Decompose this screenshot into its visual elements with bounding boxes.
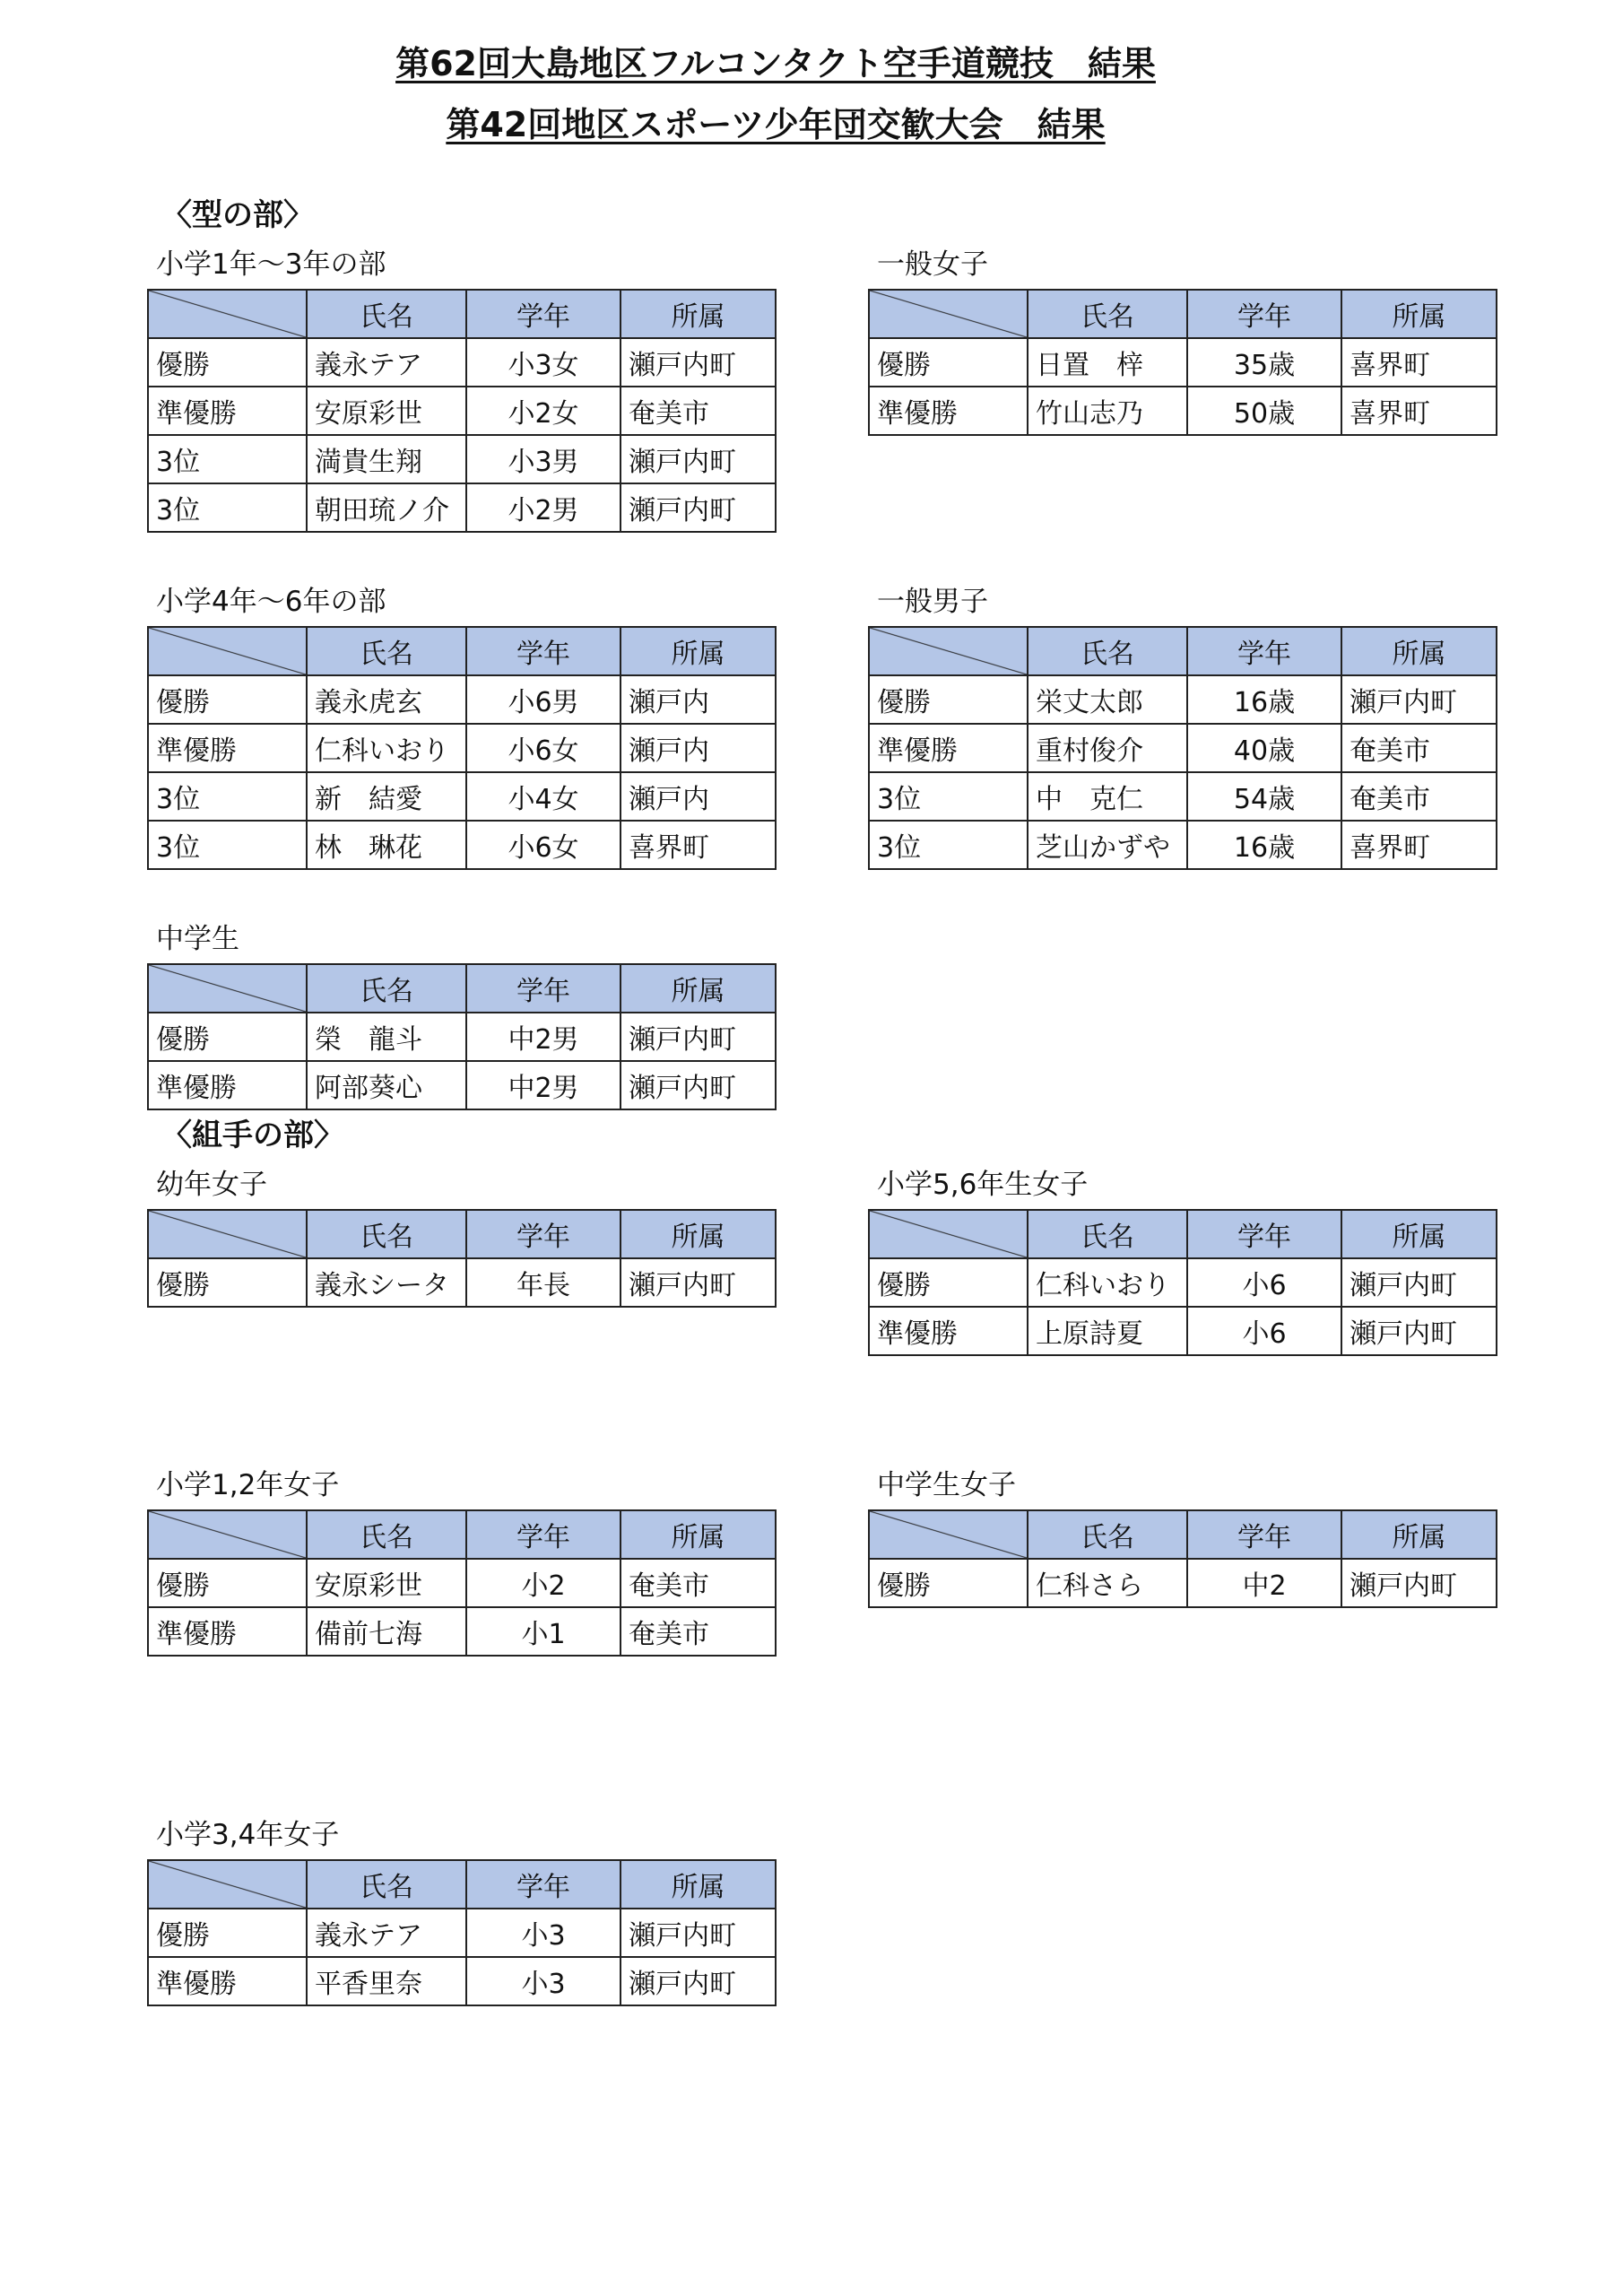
header-grade: 学年: [1187, 627, 1341, 675]
name-cell: 安原彩世: [307, 387, 466, 435]
name-cell: 仁科いおり: [307, 724, 466, 772]
affiliation-cell: 奄美市: [621, 1607, 776, 1656]
affiliation-cell: 瀬戸内町: [1341, 1559, 1497, 1607]
diagonal-header-cell: [148, 1210, 307, 1258]
grade-cell: 小6: [1187, 1307, 1341, 1355]
table-caption: 一般女子: [877, 248, 988, 281]
affiliation-cell: 瀬戸内町: [621, 1013, 776, 1061]
header-name: 氏名: [307, 290, 466, 338]
header-grade: 学年: [466, 627, 621, 675]
grade-cell: 小6男: [466, 675, 621, 724]
place-cell: 優勝: [869, 1258, 1028, 1307]
affiliation-cell: 瀬戸内町: [1341, 1258, 1497, 1307]
results-table: [868, 583, 1496, 870]
diagonal-header-cell: [869, 627, 1028, 675]
place-cell: 3位: [148, 772, 307, 821]
place-cell: 優勝: [148, 1909, 307, 1957]
place-cell: 3位: [869, 772, 1028, 821]
header-row: [148, 1510, 776, 1559]
place-cell: 優勝: [148, 338, 307, 387]
diagonal-header-cell: [869, 290, 1028, 338]
name-cell: 備前七海: [307, 1607, 466, 1656]
table-row: [148, 435, 776, 483]
name-cell: 安原彩世: [307, 1559, 466, 1607]
place-cell: 3位: [148, 821, 307, 869]
header-name: 氏名: [307, 627, 466, 675]
place-cell: 優勝: [869, 338, 1028, 387]
table-row: [869, 387, 1497, 435]
standings-table: [868, 626, 1497, 870]
table-row: [869, 1307, 1497, 1355]
name-cell: 満貴生翔: [307, 435, 466, 483]
header-affiliation: 所属: [621, 1210, 776, 1258]
header-name: 氏名: [1028, 290, 1187, 338]
header-affiliation: 所属: [621, 1510, 776, 1559]
table-row: [148, 675, 776, 724]
grade-cell: 小4女: [466, 772, 621, 821]
name-cell: 仁科いおり: [1028, 1258, 1187, 1307]
standings-table: [868, 289, 1497, 436]
header-name: 氏名: [1028, 1210, 1187, 1258]
affiliation-cell: 喜界町: [1341, 387, 1497, 435]
affiliation-cell: 瀬戸内町: [1341, 675, 1497, 724]
diagonal-header-cell: [148, 1860, 307, 1909]
table-row: [148, 387, 776, 435]
affiliation-cell: 喜界町: [1341, 338, 1497, 387]
name-cell: 義永シータ: [307, 1258, 466, 1307]
grade-cell: 50歳: [1187, 387, 1341, 435]
table-caption: 中学生: [156, 923, 239, 955]
affiliation-cell: 瀬戸内町: [621, 338, 776, 387]
results-table: [868, 1466, 1496, 1608]
kumite-section-heading: 〈組手の部〉: [161, 1118, 344, 1153]
grade-cell: 小3男: [466, 435, 621, 483]
grade-cell: 16歳: [1187, 821, 1341, 869]
header-grade: 学年: [466, 1860, 621, 1909]
results-table: [147, 920, 775, 1110]
place-cell: 3位: [869, 821, 1028, 869]
results-table: [147, 246, 775, 533]
table-caption: 小学4年～6年の部: [156, 586, 386, 618]
header-row: [148, 290, 776, 338]
header-name: 氏名: [307, 1510, 466, 1559]
table-row: [869, 675, 1497, 724]
header-grade: 学年: [466, 964, 621, 1013]
kata-section-heading: 〈型の部〉: [161, 197, 314, 233]
affiliation-cell: 喜界町: [621, 821, 776, 869]
name-cell: 義永テア: [307, 1909, 466, 1957]
grade-cell: 小2: [466, 1559, 621, 1607]
standings-table: [868, 1209, 1497, 1356]
grade-cell: 小3女: [466, 338, 621, 387]
standings-table: [147, 626, 777, 870]
name-cell: 新 結愛: [307, 772, 466, 821]
name-cell: 重村俊介: [1028, 724, 1187, 772]
table-caption: 小学5,6年生女子: [877, 1169, 1089, 1201]
affiliation-cell: 瀬戸内: [621, 724, 776, 772]
grade-cell: 中2: [1187, 1559, 1341, 1607]
table-caption: 小学3,4年女子: [156, 1819, 340, 1851]
header-grade: 学年: [1187, 1210, 1341, 1258]
grade-cell: 16歳: [1187, 675, 1341, 724]
table-row: [148, 1013, 776, 1061]
table-row: [148, 1258, 776, 1307]
name-cell: 中 克仁: [1028, 772, 1187, 821]
header-row: [148, 627, 776, 675]
affiliation-cell: 喜界町: [1341, 821, 1497, 869]
header-name: 氏名: [307, 964, 466, 1013]
header-row: [148, 1210, 776, 1258]
affiliation-cell: 瀬戸内: [621, 675, 776, 724]
table-row: [148, 1061, 776, 1109]
place-cell: 準優勝: [148, 387, 307, 435]
place-cell: 優勝: [148, 675, 307, 724]
table-row: [869, 1258, 1497, 1307]
table-caption: 一般男子: [877, 586, 988, 618]
table-row: [148, 1607, 776, 1656]
standings-table: [147, 289, 777, 533]
affiliation-cell: 瀬戸内町: [1341, 1307, 1497, 1355]
header-name: 氏名: [1028, 627, 1187, 675]
place-cell: 優勝: [869, 675, 1028, 724]
header-grade: 学年: [466, 1210, 621, 1258]
grade-cell: 小1: [466, 1607, 621, 1656]
table-row: [869, 338, 1497, 387]
page-title-2: 第42回地区スポーツ少年団交歓大会 結果: [446, 105, 1106, 144]
standings-table: [147, 1509, 777, 1657]
affiliation-cell: 奄美市: [621, 387, 776, 435]
name-cell: 平香里奈: [307, 1957, 466, 2005]
grade-cell: 35歳: [1187, 338, 1341, 387]
name-cell: 仁科さら: [1028, 1559, 1187, 1607]
standings-table: [868, 1509, 1497, 1608]
header-name: 氏名: [1028, 1510, 1187, 1559]
grade-cell: 小3: [466, 1909, 621, 1957]
header-affiliation: 所属: [1341, 290, 1497, 338]
name-cell: 竹山志乃: [1028, 387, 1187, 435]
name-cell: 日置 梓: [1028, 338, 1187, 387]
affiliation-cell: 奄美市: [1341, 772, 1497, 821]
results-table: [147, 1166, 775, 1308]
place-cell: 優勝: [148, 1013, 307, 1061]
grade-cell: 小2男: [466, 483, 621, 532]
affiliation-cell: 瀬戸内町: [621, 435, 776, 483]
page-title-1: 第62回大島地区フルコンタクト空手道競技 結果: [395, 44, 1156, 83]
table-row: [148, 724, 776, 772]
header-row: [148, 1860, 776, 1909]
place-cell: 準優勝: [148, 724, 307, 772]
header-row: [869, 1510, 1497, 1559]
name-cell: 上原詩夏: [1028, 1307, 1187, 1355]
table-row: [148, 821, 776, 869]
diagonal-header-cell: [148, 964, 307, 1013]
standings-table: [147, 1859, 777, 2006]
diagonal-header-cell: [869, 1510, 1028, 1559]
standings-table: [147, 1209, 777, 1308]
diagonal-header-cell: [148, 290, 307, 338]
affiliation-cell: 瀬戸内町: [621, 483, 776, 532]
table-row: [869, 724, 1497, 772]
header-name: 氏名: [307, 1210, 466, 1258]
results-table: [868, 246, 1496, 436]
results-table: [147, 583, 775, 870]
grade-cell: 中2男: [466, 1013, 621, 1061]
header-affiliation: 所属: [1341, 627, 1497, 675]
table-caption: 中学生女子: [877, 1469, 1016, 1501]
diagonal-header-cell: [148, 1510, 307, 1559]
header-row: [869, 627, 1497, 675]
affiliation-cell: 奄美市: [1341, 724, 1497, 772]
results-table: [147, 1816, 775, 2006]
table-caption: 小学1,2年女子: [156, 1469, 340, 1501]
table-row: [869, 821, 1497, 869]
header-grade: 学年: [466, 290, 621, 338]
table-row: [148, 772, 776, 821]
place-cell: 準優勝: [148, 1957, 307, 2005]
name-cell: 阿部葵心: [307, 1061, 466, 1109]
name-cell: 義永テア: [307, 338, 466, 387]
header-affiliation: 所属: [621, 1860, 776, 1909]
table-row: [869, 772, 1497, 821]
table-caption: 幼年女子: [156, 1169, 267, 1201]
grade-cell: 小3: [466, 1957, 621, 2005]
header-grade: 学年: [1187, 290, 1341, 338]
table-row: [148, 483, 776, 532]
place-cell: 準優勝: [869, 387, 1028, 435]
place-cell: 優勝: [869, 1559, 1028, 1607]
place-cell: 準優勝: [869, 724, 1028, 772]
standings-table: [147, 963, 777, 1110]
header-affiliation: 所属: [621, 627, 776, 675]
place-cell: 3位: [148, 435, 307, 483]
affiliation-cell: 瀬戸内: [621, 772, 776, 821]
table-row: [148, 1909, 776, 1957]
place-cell: 3位: [148, 483, 307, 532]
diagonal-header-cell: [148, 627, 307, 675]
grade-cell: 小6女: [466, 724, 621, 772]
results-table: [147, 1466, 775, 1657]
grade-cell: 40歳: [1187, 724, 1341, 772]
header-name: 氏名: [307, 1860, 466, 1909]
grade-cell: 中2男: [466, 1061, 621, 1109]
place-cell: 準優勝: [869, 1307, 1028, 1355]
place-cell: 優勝: [148, 1258, 307, 1307]
grade-cell: 54歳: [1187, 772, 1341, 821]
header-grade: 学年: [466, 1510, 621, 1559]
diagonal-header-cell: [869, 1210, 1028, 1258]
name-cell: 林 琳花: [307, 821, 466, 869]
grade-cell: 年長: [466, 1258, 621, 1307]
affiliation-cell: 奄美市: [621, 1559, 776, 1607]
results-table: [868, 1166, 1496, 1356]
header-affiliation: 所属: [621, 290, 776, 338]
header-affiliation: 所属: [621, 964, 776, 1013]
grade-cell: 小6女: [466, 821, 621, 869]
name-cell: 朝田琉ノ介: [307, 483, 466, 532]
header-row: [869, 1210, 1497, 1258]
table-row: [148, 1559, 776, 1607]
table-row: [869, 1559, 1497, 1607]
affiliation-cell: 瀬戸内町: [621, 1909, 776, 1957]
grade-cell: 小6: [1187, 1258, 1341, 1307]
header-row: [148, 964, 776, 1013]
table-caption: 小学1年～3年の部: [156, 248, 386, 281]
header-grade: 学年: [1187, 1510, 1341, 1559]
name-cell: 栄丈太郎: [1028, 675, 1187, 724]
place-cell: 優勝: [148, 1559, 307, 1607]
name-cell: 芝山かずや: [1028, 821, 1187, 869]
table-row: [148, 1957, 776, 2005]
table-row: [148, 338, 776, 387]
header-row: [869, 290, 1497, 338]
place-cell: 準優勝: [148, 1061, 307, 1109]
name-cell: 榮 龍斗: [307, 1013, 466, 1061]
header-affiliation: 所属: [1341, 1510, 1497, 1559]
affiliation-cell: 瀬戸内町: [621, 1258, 776, 1307]
header-affiliation: 所属: [1341, 1210, 1497, 1258]
place-cell: 準優勝: [148, 1607, 307, 1656]
affiliation-cell: 瀬戸内町: [621, 1957, 776, 2005]
name-cell: 義永虎玄: [307, 675, 466, 724]
grade-cell: 小2女: [466, 387, 621, 435]
affiliation-cell: 瀬戸内町: [621, 1061, 776, 1109]
